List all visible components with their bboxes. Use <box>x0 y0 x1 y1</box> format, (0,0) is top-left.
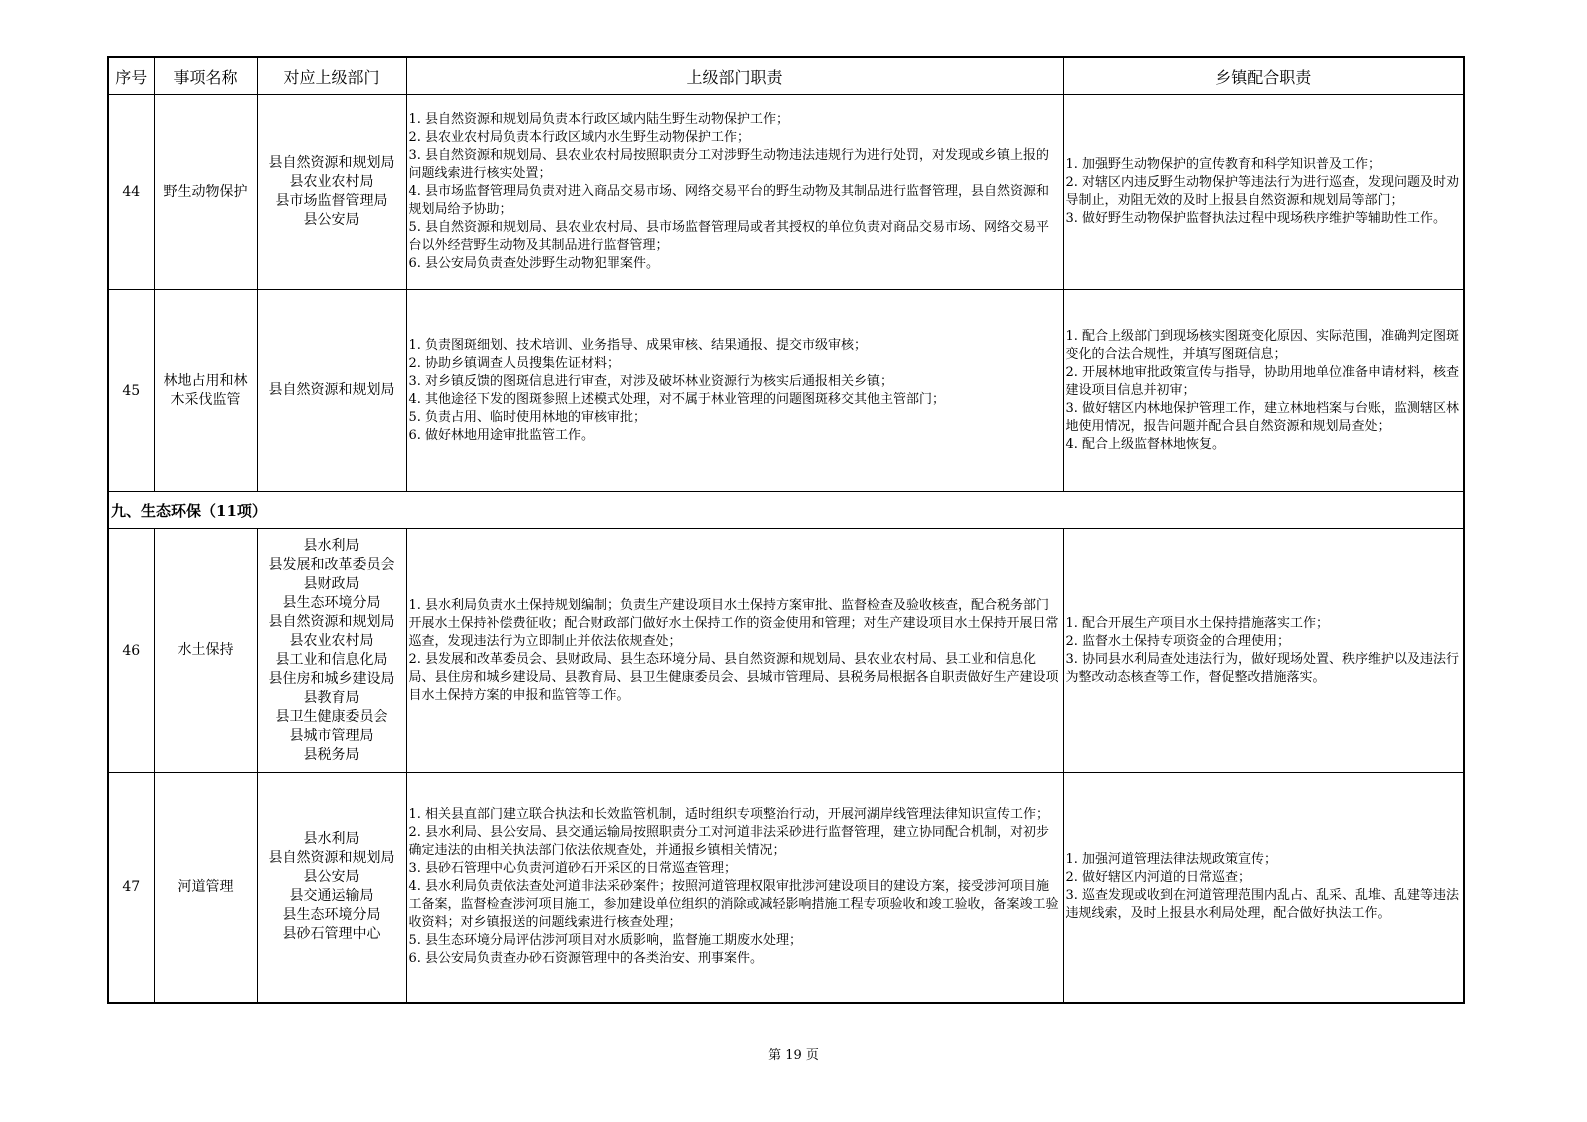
table-row <box>108 529 1464 773</box>
header-superior-dept: 对应上级部门 <box>257 57 406 95</box>
department-name: 县卫生健康委员会 <box>275 708 388 725</box>
department-name: 县工业和信息化局 <box>275 651 388 668</box>
header-township-duty: 乡镇配合职责 <box>1063 57 1464 95</box>
department-name: 县城市管理局 <box>289 727 374 744</box>
department-name: 县发展和改革委员会 <box>268 556 395 573</box>
township-duty-item: 2. 监督水土保持专项资金的合理使用； <box>1065 633 1291 649</box>
duty-item: 3. 对乡镇反馈的图斑信息进行审查，对涉及破坏林业资源行为核实后通报相关乡镇； <box>408 373 894 389</box>
row-departments <box>257 529 406 773</box>
department-name: 县交通运输局 <box>289 888 374 905</box>
township-duty-item: 2. 对辖区内违反野生动物保护等违法行为进行巡查，发现问题及时劝导制止，劝阻无效的及时上报县自然资源和规划局等部门； <box>1065 175 1460 208</box>
duty-item: 6. 做好林地用途审批监管工作。 <box>408 427 595 443</box>
row-item-name <box>154 529 257 773</box>
department-name: 县水利局 <box>303 831 360 848</box>
row-superior-duties <box>406 290 1063 492</box>
table-row <box>108 773 1464 1003</box>
row-superior-duties <box>406 529 1063 773</box>
duty-item: 3. 县砂石管理中心负责河道砂石开采区的日常巡查管理； <box>408 861 738 877</box>
township-duty-item: 1. 配合开展生产项目水土保持措施落实工作； <box>1065 615 1330 631</box>
department-name: 县自然资源和规划局 <box>268 850 395 867</box>
duty-item: 2. 县发展和改革委员会、县财政局、县生态环境分局、县自然资源和规划局、县农业农村局、县工业和信息化局、县住房和城乡建设局、县教育局、县卫生健康委员会、县城市管理局、县税务局根据各自职责做好生产建设项目水土保持方案的申报和监管等工作。 <box>408 651 1059 703</box>
department-name: 县公安局 <box>303 869 360 886</box>
duty-item: 1. 负责图斑细划、技术培训、业务指导、成果审核、结果通报、提交市级审核； <box>408 337 868 353</box>
row-departments <box>257 95 406 290</box>
duty-item: 6. 县公安局负责查办砂石资源管理中的各类治安、刑事案件。 <box>408 951 764 967</box>
row-serial: 45 <box>108 290 154 492</box>
table-header-row <box>108 57 1464 95</box>
row-superior-duties <box>406 95 1063 290</box>
row-township-duties <box>1063 290 1464 492</box>
row-township-duties <box>1063 529 1464 773</box>
department-name: 县农业农村局 <box>289 174 374 190</box>
section-row <box>108 492 1464 529</box>
row-superior-duties <box>406 773 1063 1003</box>
row-serial: 44 <box>108 95 154 290</box>
duty-item: 2. 县农业农村局负责本行政区域内水生野生动物保护工作； <box>408 130 751 145</box>
duty-item: 6. 县公安局负责查处涉野生动物犯罪案件。 <box>408 256 660 271</box>
township-duty-item: 2. 做好辖区内河道的日常巡查； <box>1065 870 1252 886</box>
table-row <box>108 290 1464 492</box>
department-name: 县生态环境分局 <box>282 594 381 611</box>
duty-item: 5. 负责占用、临时使用林地的审核审批； <box>408 409 647 425</box>
responsibility-table <box>107 56 1465 1004</box>
section-body <box>108 492 1464 529</box>
department-name: 县水利局 <box>303 537 360 554</box>
department-name: 县教育局 <box>303 689 360 706</box>
row-township-duties <box>1063 95 1464 290</box>
row-item-name <box>154 290 257 492</box>
duty-item: 1. 县水利局负责水土保持规划编制；负责生产建设项目水土保持方案审批、监督检查及验收核查，配合税务部门开展水土保持补偿费征收；配合财政部门做好水土保持工作的资金使用和管理；对生产建设项目水土保持开展日常巡查，发现违法行为立即制止并依法依规查处； <box>408 597 1059 649</box>
item-name-line: 木采伐监管 <box>170 391 241 408</box>
township-duty-item: 3. 巡查发现或收到在河道管理范围内乱占、乱采、乱堆、乱建等违法违规线索，及时上报县水利局处理，配合做好执法工作。 <box>1065 888 1460 922</box>
duty-item: 1. 县自然资源和规划局负责本行政区域内陆生野生动物保护工作； <box>408 112 790 127</box>
table-body-a <box>108 95 1464 492</box>
row-item-name <box>154 95 257 290</box>
section-title: 九、生态环保（11项） <box>108 492 1464 529</box>
duty-item: 5. 县自然资源和规划局、县农业农村局、县市场监督管理局或者其授权的单位负责对商品交易市场、网络交易平台以外经营野生动物及其制品进行监督管理； <box>408 220 1050 253</box>
duty-item: 4. 其他途径下发的图斑参照上述模式处理，对不属于林业管理的问题图斑移交其他主管部门； <box>408 391 946 407</box>
township-duty-item: 3. 协同县水利局查处违法行为，做好现场处置、秩序维护以及违法行为整改动态核查等工作，督促整改措施落实。 <box>1065 651 1460 685</box>
township-duty-item: 4. 配合上级监督林地恢复。 <box>1065 436 1226 452</box>
header-serial: 序号 <box>108 57 154 95</box>
duty-item: 2. 协助乡镇调查人员搜集佐证材料； <box>408 355 621 371</box>
item-name-line: 野生动物保护 <box>163 183 248 200</box>
duty-item: 4. 县市场监督管理局负责对进入商品交易市场、网络交易平台的野生动物及其制品进行监督管理，县自然资源和规划局给予协助； <box>408 184 1050 217</box>
township-duty-item: 2. 开展林地审批政策宣传与指导，协助用地单位准备申请材料，核查建设项目信息并初审； <box>1065 364 1460 398</box>
row-departments <box>257 290 406 492</box>
item-name-line: 水土保持 <box>177 642 234 658</box>
table-row <box>108 95 1464 290</box>
row-serial: 46 <box>108 529 154 773</box>
header-item-name: 事项名称 <box>154 57 257 95</box>
item-name-line: 河道管理 <box>177 878 234 895</box>
duty-item: 3. 县自然资源和规划局、县农业农村局按照职责分工对涉野生动物违法违规行为进行处罚，对发现或乡镇上报的问题线索进行核实处置； <box>408 148 1050 181</box>
township-duty-item: 1. 加强野生动物保护的宣传教育和科学知识普及工作； <box>1065 157 1382 172</box>
department-name: 县自然资源和规划局 <box>268 382 395 398</box>
township-duty-item: 3. 做好野生动物保护监督执法过程中现场秩序维护等辅助性工作。 <box>1065 211 1447 226</box>
township-duty-item: 3. 做好辖区内林地保护管理工作，建立林地档案与台账，监测辖区林地使用情况，报告问题并配合县自然资源和规划局查处； <box>1065 400 1460 434</box>
header-superior-duty: 上级部门职责 <box>406 57 1063 95</box>
department-name: 县税务局 <box>303 746 360 763</box>
department-name: 县财政局 <box>303 575 360 592</box>
department-name: 县住房和城乡建设局 <box>268 670 395 687</box>
row-departments <box>257 773 406 1003</box>
row-item-name <box>154 773 257 1003</box>
township-duty-item: 1. 配合上级部门到现场核实图斑变化原因、实际范围，准确判定图斑变化的合法合规性，并填写图斑信息； <box>1065 328 1460 362</box>
department-name: 县市场监督管理局 <box>275 193 388 209</box>
department-name: 县生态环境分局 <box>282 907 381 924</box>
page-number: 第 19 页 <box>768 1048 819 1063</box>
duty-item: 4. 县水利局负责依法查处河道非法采砂案件；按照河道管理权限审批涉河建设项目的建设方案，接受涉河项目施工备案，监督检查涉河项目施工，参加建设单位组织的消除或减轻影响措施工程专项验收和竣工验收，备案竣工验收资料；对乡镇报送的问题线索进行核查处理； <box>408 879 1059 931</box>
department-name: 县自然资源和规划局 <box>268 613 395 630</box>
duty-item: 1. 相关县直部门建立联合执法和长效监管机制，适时组织专项整治行动，开展河湖岸线管理法律知识宣传工作； <box>408 807 1050 823</box>
duty-item: 2. 县水利局、县公安局、县交通运输局按照职责分工对河道非法采砂进行监督管理，建立协同配合机制，对初步确定违法的由相关执法部门依法依规查处，并通报乡镇相关情况； <box>408 825 1050 859</box>
row-serial: 47 <box>108 773 154 1003</box>
department-name: 县自然资源和规划局 <box>268 155 395 171</box>
department-name: 县砂石管理中心 <box>282 926 381 943</box>
duty-item: 5. 县生态环境分局评估涉河项目对水质影响，监督施工期废水处理； <box>408 933 803 949</box>
table-body-b <box>108 529 1464 1003</box>
item-name-line: 林地占用和林 <box>163 372 248 389</box>
department-name: 县公安局 <box>303 212 360 228</box>
row-township-duties <box>1063 773 1464 1003</box>
department-name: 县农业农村局 <box>289 632 374 649</box>
township-duty-item: 1. 加强河道管理法律法规政策宣传； <box>1065 852 1278 868</box>
